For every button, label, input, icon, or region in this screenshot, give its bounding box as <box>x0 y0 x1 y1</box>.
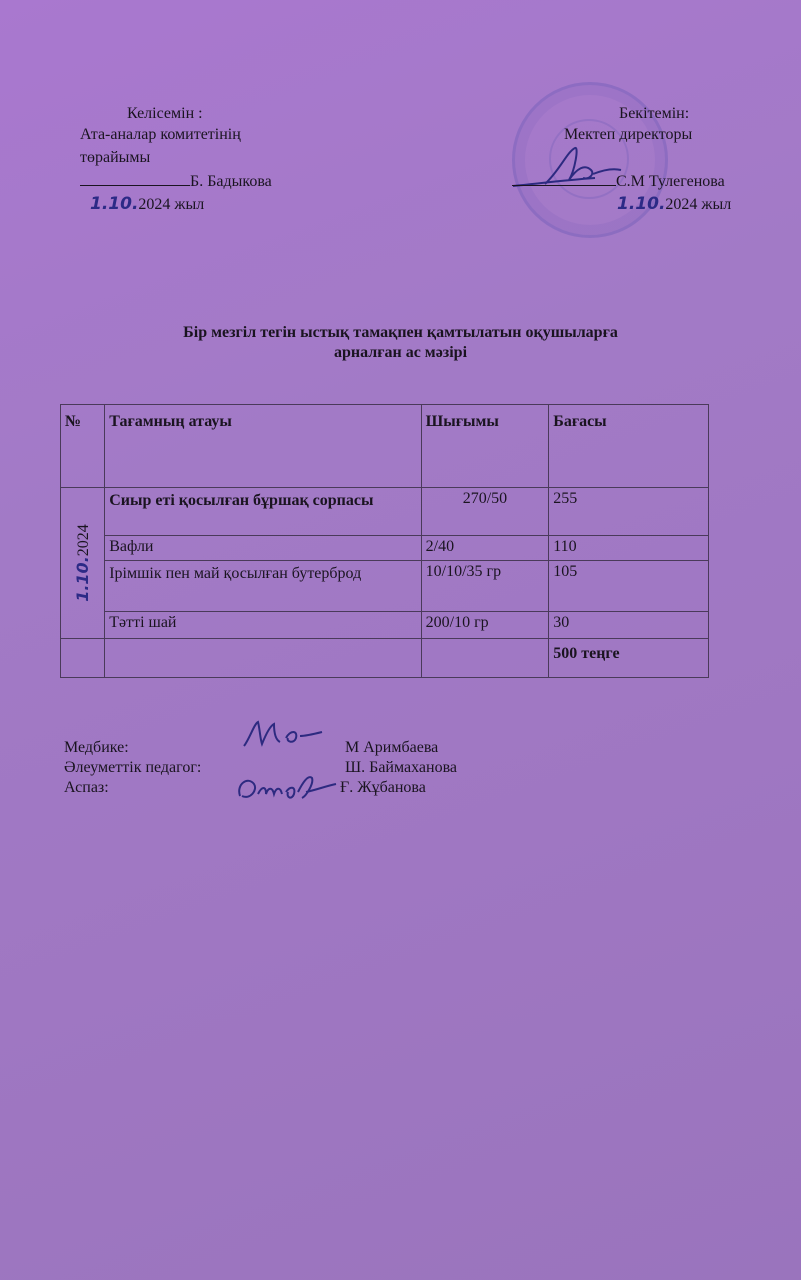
menu-table <box>60 404 709 678</box>
director-role: Мектеп директоры <box>564 126 693 143</box>
header-price: Бағасы <box>549 405 709 488</box>
committee-date <box>90 194 204 215</box>
header-number: № <box>61 405 105 488</box>
committee-date-year: 2024 жыл <box>138 196 205 213</box>
nurse-signature <box>240 716 325 752</box>
committee-signature-line <box>80 172 272 192</box>
dish-price: 255 <box>549 488 709 536</box>
social-teacher-role: Әлеуметтік педагог: <box>64 759 202 776</box>
dish-name: Ірімшік пен май қосылған бутерброд <box>105 561 421 612</box>
date-cell <box>61 488 105 639</box>
social-teacher-name: Ш. Баймаханова <box>345 759 458 776</box>
table-header-row <box>61 405 709 488</box>
table-row <box>61 561 709 612</box>
menu-title-line1: Бір мезгіл тегін ыстық тамақпен қамтылатын оқушыларға <box>183 324 618 341</box>
director-date-handwritten: 1.10. <box>617 194 666 214</box>
dish-yield: 270/50 <box>421 488 549 536</box>
dish-yield: 10/10/35 гр <box>421 561 549 612</box>
cook-role: Аспаз: <box>64 779 109 796</box>
table-row <box>61 488 709 536</box>
dish-price: 30 <box>549 612 709 639</box>
table-date-year: 2024 <box>74 524 92 557</box>
header-dish-name: Тағамның атауы <box>105 405 421 488</box>
cook-signature <box>232 770 342 810</box>
cook-name: Ғ. Жұбанова <box>340 779 426 796</box>
committee-name: Б. Бадыкова <box>190 173 272 190</box>
director-signature-line <box>512 172 725 192</box>
dish-name: Вафли <box>105 536 421 561</box>
dish-name: Тәтті шай <box>105 612 421 639</box>
committee-date-handwritten: 1.10. <box>90 194 139 214</box>
dish-price: 110 <box>549 536 709 561</box>
approve-label: Бекітемін: <box>619 105 690 122</box>
dish-price: 105 <box>549 561 709 612</box>
table-row <box>61 612 709 639</box>
header-yield: Шығымы <box>421 405 549 488</box>
table-row <box>61 536 709 561</box>
committee-role-line1: Ата-аналар комитетінің <box>80 126 241 143</box>
total-price: 500 теңге <box>549 639 709 678</box>
dish-yield: 200/10 гр <box>421 612 549 639</box>
nurse-name: М Аримбаева <box>345 739 439 756</box>
vertical-date <box>73 524 93 602</box>
menu-title-line2: арналған ас мәзірі <box>333 344 468 361</box>
agree-label: Келісемін : <box>127 105 203 122</box>
committee-role-line2: төрайымы <box>80 149 151 166</box>
nurse-role: Медбике: <box>64 739 129 756</box>
director-name: С.М Тулегенова <box>616 173 725 190</box>
director-date <box>617 194 731 215</box>
dish-name: Сиыр еті қосылған бұршақ сорпасы <box>105 488 421 536</box>
table-total-row <box>61 639 709 678</box>
director-date-year: 2024 жыл <box>665 196 732 213</box>
table-date-handwritten: 1.10. <box>72 556 92 602</box>
dish-yield: 2/40 <box>421 536 549 561</box>
